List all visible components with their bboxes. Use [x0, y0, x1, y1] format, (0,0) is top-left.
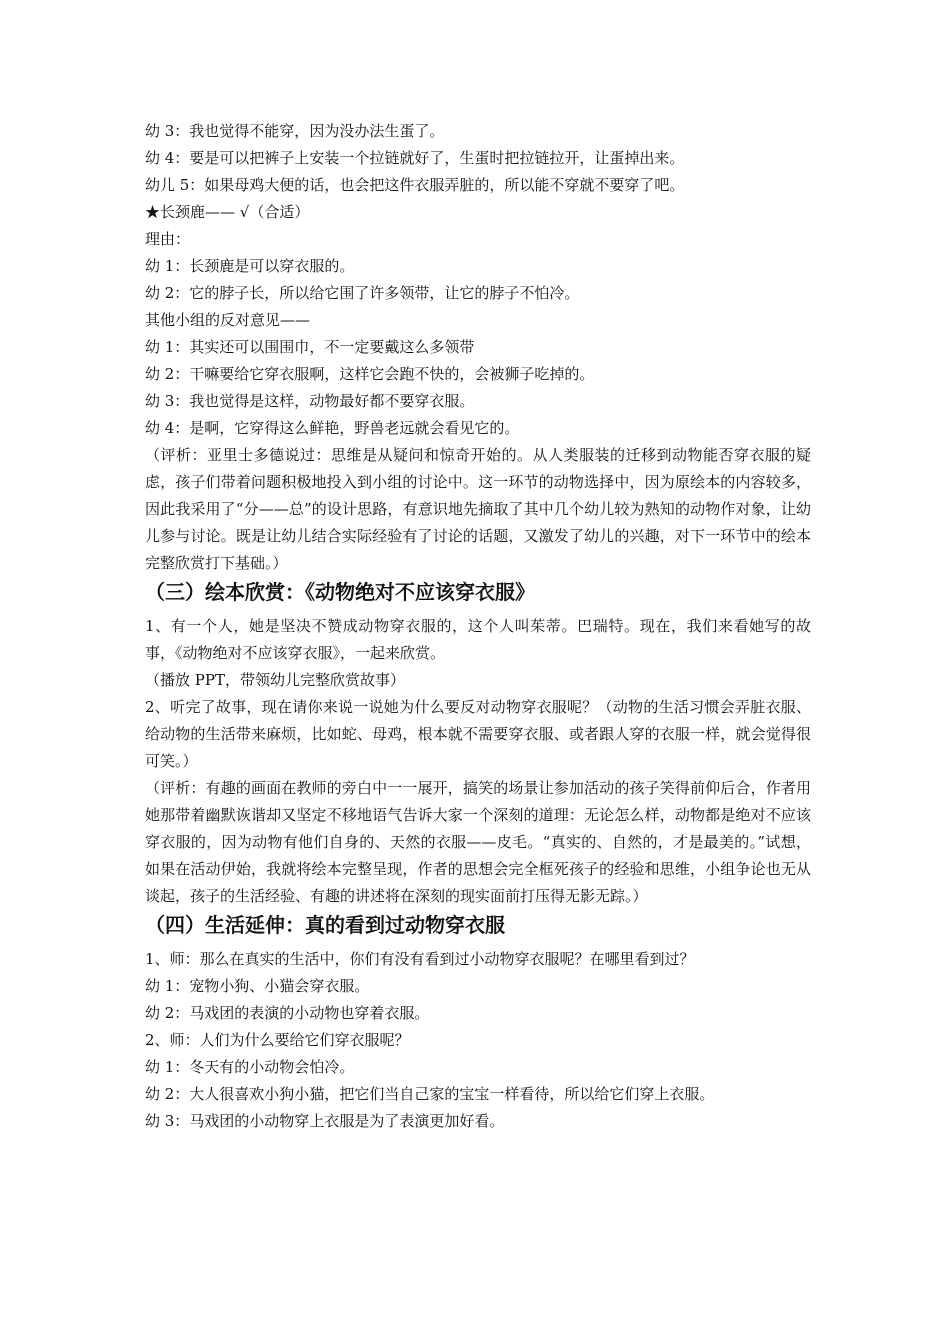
text-line: 2、师：人们为什么要给它们穿衣服呢？ — [145, 1031, 410, 1049]
text-line: ★长颈鹿—— √（合适） — [145, 203, 310, 221]
document-page — [145, 118, 811, 1135]
section-heading-3: （三）绘本欣赏：《动物绝对不应该穿衣服》 — [145, 580, 535, 604]
body-paragraph: 2、听完了故事，现在请你来说一说她为什么要反对动物穿衣服呢？（动物的生活习惯会弄脏衣服、给动物的生活带来麻烦，比如蛇、母鸡，根本就不需要穿衣服、或者跟人穿的衣服一样，就会觉得很可笑。） — [145, 698, 811, 770]
text-line: 幼 1：冬天有的小动物会怕冷。 — [145, 1058, 355, 1076]
text-line: 幼 1：宠物小狗、小猫会穿衣服。 — [145, 977, 370, 995]
text-line: 幼 2：大人很喜欢小狗小猫，把它们当自己家的宝宝一样看待，所以给它们穿上衣服。 — [145, 1085, 715, 1103]
text-line: 幼 3：马戏团的小动物穿上衣服是为了表演更加好看。 — [145, 1112, 505, 1130]
commentary-paragraph: （评析：有趣的画面在教师的旁白中一一展开，搞笑的场景让参加活动的孩子笑得前仰后合，作者用她那带着幽默诙谐却又坚定不移地语气告诉大家一个深刻的道理：无论怎么样，动物都是绝对不应该穿衣服的，因为动物有他们自身的、天然的衣服——皮毛。“真实的、自然的，才是最美的。”试想，如果在活动伊始，我就将绘本完整呈现，作者的思想会完全框死孩子的经验和思维，小组争论也无从谈起，孩子的生活经验、有趣的讲述将在深刻的现实面前打压得无影无踪。） — [145, 779, 811, 905]
text-line: 幼 1：其实还可以围围巾，不一定要戴这么多领带 — [145, 338, 475, 356]
text-line: 幼 2：干嘛要给它穿衣服啊，这样它会跑不快的，会被狮子吃掉的。 — [145, 365, 595, 383]
text-line: 幼 1：长颈鹿是可以穿衣服的。 — [145, 257, 355, 275]
section-heading-4: （四）生活延伸：真的看到过动物穿衣服 — [145, 913, 505, 937]
text-line: 理由： — [145, 230, 191, 248]
body-paragraph: 1、有一个人，她是坚决不赞成动物穿衣服的，这个人叫茱蒂。巴瑞特。现在，我们来看她写的故事，《动物绝对不应该穿衣服》，一起来欣赏。 — [145, 617, 811, 662]
text-line: 幼 3：我也觉得不能穿，因为没办法生蛋了。 — [145, 122, 445, 140]
text-line: 幼 4：是啊，它穿得这么鲜艳，野兽老远就会看见它的。 — [145, 419, 520, 437]
text-line: 1、师：那么在真实的生活中，你们有没有看到过小动物穿衣服呢？在哪里看到过？ — [145, 950, 695, 968]
text-line: 幼 2：马戏团的表演的小动物也穿着衣服。 — [145, 1004, 430, 1022]
text-line: 其他小组的反对意见—— — [145, 311, 311, 329]
text-line: （播放 PPT，带领幼儿完整欣赏故事） — [145, 671, 405, 689]
text-line: 幼儿 5：如果母鸡大便的话，也会把这件衣服弄脏的，所以能不穿就不要穿了吧。 — [145, 176, 685, 194]
commentary-paragraph: （评析：亚里士多德说过：思维是从疑问和惊奇开始的。从人类服装的迁移到动物能否穿衣服的疑虑，孩子们带着问题积极地投入到小组的讨论中。这一环节的动物选择中，因为原绘本的内容较多，因此我采用了“分——总”的设计思路，有意识地先摘取了其中几个幼儿较为熟知的动物作对象，让幼儿参与讨论。既是让幼儿结合实际经验有了讨论的话题，又激发了幼儿的兴趣，对下一环节中的绘本完整欣赏打下基础。） — [145, 446, 811, 572]
text-line: 幼 2：它的脖子长，所以给它围了许多领带，让它的脖子不怕冷。 — [145, 284, 580, 302]
text-line: 幼 3：我也觉得是这样，动物最好都不要穿衣服。 — [145, 392, 475, 410]
text-line: 幼 4：要是可以把裤子上安装一个拉链就好了，生蛋时把拉链拉开，让蛋掉出来。 — [145, 149, 685, 167]
